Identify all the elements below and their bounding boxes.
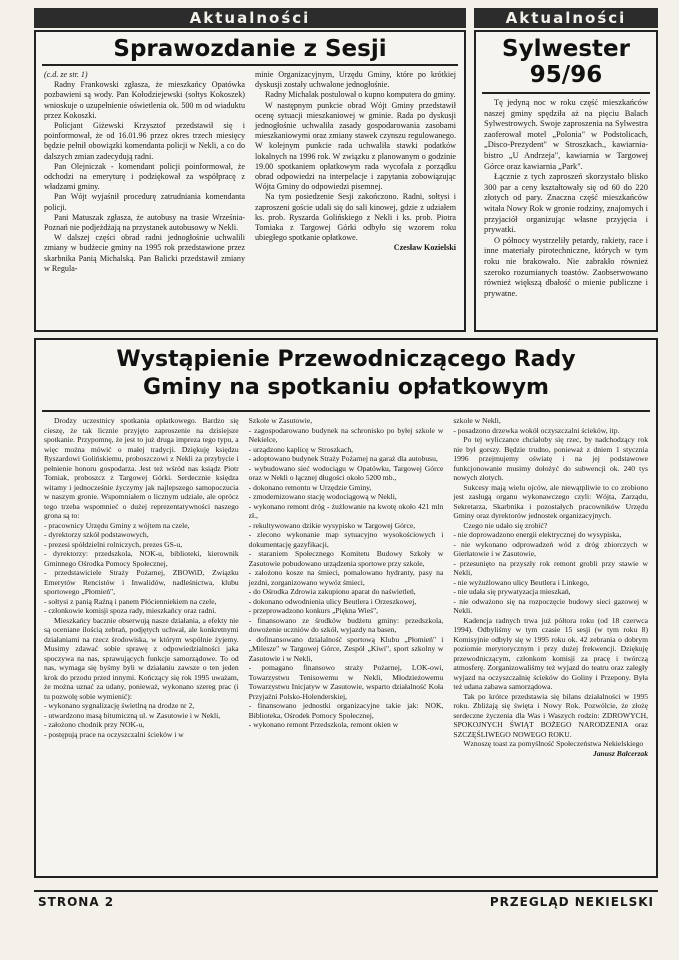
list-item: - finansowano jednostki organizacyjne takie jak: NOK, Biblioteka, Ośrodek Pomocy Społecznej, <box>248 701 444 720</box>
list-item: - nie wykonano odprowadzeń wód z dróg zbiorczych w Gierłatowie i w Zasutowie, <box>453 539 649 558</box>
article-sesja-title: Sprawozdanie z Sesji <box>42 32 458 66</box>
list-item: - rekultywowano dzikie wysypisko w Targowej Górce, <box>248 520 416 530</box>
paragraph: O północy wystrzeliły petardy, rakiety, race i inne materiały pirotechniczne, których w tym roku nie brakowało. Nie zabrakło również szeroko rozumianych toastów. Zaobserwowano również większą dbałość o mienie publiczne i prywatne. <box>484 235 648 298</box>
paragraph: (c.d. ze str. 1) <box>44 70 88 79</box>
section-banner-left: Aktualności <box>34 8 466 28</box>
article-rada <box>34 338 658 878</box>
paragraph: Drodzy uczestnicy spotkania opłatkowego. Bardzo się cieszę, że tak licznie przyjęto zaproszenie na dzisiejsze spotkanie. Przypomnę, że jest to już druga impreza tego typu, a więc można mówić o małej tradycji. Dziękuję księdzu Ryszardowi Golińskiemu, proboszczowi z Nekli za przybycie i pełnienie honoru gospodarza. Jest też wśród nas ksiądz Piotr Tomiak, proboszcz z Targowej Górki. Serdecznie księdza witamy i jednocześnie życzymy jak najlepszego samopoczucia w naszym gronie. Wspomniałem o licznym udziale, ale oprócz tego trzeba wspomnieć o dużej reprezentatywności naszego grona są to: <box>44 416 239 520</box>
article-rada-title-line2: Gminy na spotkaniu opłatkowym <box>143 375 549 400</box>
list-item: - wykonano sygnalizację świetlną na drodze nr 2, <box>44 701 195 710</box>
list-item: - dyrektorzy: przedszkola, NOK-u, biblioteki, kierownik Gminnego Ośrodka Pomocy Społecznej, <box>44 549 239 568</box>
paragraph: Radny Frankowski zgłasza, że mieszkańcy Opatówka pozbawieni są wody. Pan Kołodziejewski (sołtys Kokoszek) wnioskuje o uzupełnienie oświetlenia ok. 500 m od wiaduktu przez Kokoszki. <box>44 80 245 120</box>
list-item: - posadzono drzewka wokół oczyszczalni ścieków, itp. <box>453 425 620 435</box>
article-sylwester-title <box>482 32 650 94</box>
paragraph: Wznoszę toast za pomyślność Społeczeństwa Nekielskiego <box>463 739 644 748</box>
list-item: - nie doprowadzono energii elektrycznej do wysypiska, <box>453 530 622 539</box>
list-item: - pracownicy Urzędu Gminy z wójtem na czele, <box>44 520 190 530</box>
paragraph: Po tej wyliczance chciałoby się rzec, by nadchodzący rok nie był gorszy. Będzie trudno, ponieważ z dniem 1 stycznia 1996 przejmujemy oświatę i na jej podstawowe funkcjonowanie musimy dołożyć do subwencji ok. 240 tys nowych złotych. <box>453 435 649 482</box>
list-item: - nie odważono się na rozpoczęcie budowy sieci gazowej w Nekli. <box>453 596 649 615</box>
list-item: - staraniem Społecznego Komitetu Budowy Szkoły w Zasutowie pobudowano urządzenia sportowe przy szkole, <box>248 549 444 568</box>
article-rada-title-line1: Wystąpienie Przewodniczącego Rady <box>116 347 576 372</box>
newspaper-page <box>34 8 658 948</box>
list-item: - dokonano remontu w Urzędzie Gminy, <box>248 482 372 492</box>
paragraph: W następnym punkcie obrad Wójt Gminy przedstawił ocenę sytuacji mieszkaniowej w gminie. Rada po dyskusji jednogłośnie uchwaliła zasady gospodarowania zasobami mieszkaniowymi oraz zmiany stawek czynszu regulowanego. W kolejnym punkcie rada uchwaliła stawki podatków lokalnych na 1996 rok. W związku z planowanym o godzinie 19.00 spotkaniem opłatkowym rada wycofała z porządku obrad odpowiedzi na interpelacje i zapytania zobowiązując Wójta Gminy do odpowiedzi pisemnej. <box>255 100 456 192</box>
article-rada-col1 <box>44 416 239 758</box>
paragraph: Kadencja radnych trwa już półtora roku (od 18 czerwca 1994). Odbyliśmy w tym czasie 15 sesji (w tym roku 8) Komisyjnie odbyły się w 1995 roku ok. 42 zebrania o dobrym poziomie merytorycznym i przy dużej frekwencji. Dziękuję przewodniczącym, członkom komisji za pracę i twórczą atmosferę. Zorganizowaliśmy też wyjazd do teatru oraz zaległy wyjazd na oczyszczalnię ścieków do Goliny i Przepony. Była też udana zabawa samorządowa. <box>453 615 649 691</box>
paragraph: Czego nie udało się zrobić? <box>463 520 548 530</box>
list-item: - urządzono kaplicę w Stroszkach, <box>248 444 354 454</box>
list-item: - wybudowano sieć wodociągu w Opatówku, Targowej Górce oraz w Nekli o łącznej długości około 5200 mb., <box>248 463 444 482</box>
list-item: - nie wyżużlowano ulicy Beutlera i Linkego, <box>453 577 589 587</box>
article-sylwester <box>474 30 658 332</box>
article-sylwester-title-line2: 95/96 <box>529 62 603 88</box>
paragraph: W dalszej części obrad radni jednogłośnie uchwalili zmiany w budżecie gminy na 1995 rok przedstawione przez skarbnika Panią Michalską. Pan Balicki przedstawił zmiany w Regula- <box>44 233 245 273</box>
list-item: - przesunięto na przyszły rok remont grobli przy stawie w Nekli, <box>453 558 649 577</box>
list-item: - zlecono wykonanie map sytuacyjno wysokościowych i dokumentację gazyfikacji, <box>248 530 444 549</box>
page-number: STRONA 2 <box>38 895 115 909</box>
section-banner-right: Aktualności <box>474 8 658 28</box>
publication-name: PRZEGLĄD NEKIELSKI <box>489 895 654 909</box>
article-sylwester-title-line1: Sylwester <box>502 36 630 62</box>
list-item: szkole w Nekli, <box>453 416 501 425</box>
list-item: - postępują prace na oczyszczalni ścieków i w <box>44 729 184 739</box>
list-item: - sołtysi z panią Raźną i panem Płócienniekiem na czele, <box>44 596 217 606</box>
list-item: - dokonano odwodnienia ulicy Beutlera i Orzeszkowej, <box>248 596 417 606</box>
article-sesja <box>34 30 466 332</box>
list-item: - zmodernizowano stację wodociągową w Nekli, <box>248 492 397 501</box>
paragraph: Łącznie z tych zaproszeń skorzystało blisko 300 par a ceny kształtowały się od 60 do 220 złotych od pary. Znaczna część mieszkańców witała Nowy Rok w gronie rodziny, znajomych i przyjaciół organizując własne przyjęcia i prywatki. <box>484 172 648 235</box>
article-sesja-col2 <box>255 70 456 274</box>
paragraph: minie Organizacyjnym, Urzędu Gminy, które po krótkiej dyskusji zostały uchwalone jednogłośnie. <box>255 70 456 90</box>
paragraph: Mieszkańcy bacznie obserwują nasze działania, a efekty nie są oceniane ilością zebrań, podjętych uchwał, ale konkretnymi działaniami na rzecz środowiska, w którym wspólnie żyjemy. Musimy zdawać sobie sprawę z odpowiedzialności jaka spoczywa na nas, sprawujących funkcje samorządowe. To od nas, wymaga się byśmy byli w działaniu zawsze o ten jeden krok do przodu przed innymi. Kończący się rok 1995 uważam, że można uznać za udany, ponieważ, wykonano szereg prac (i tu pozwolę sobie wymienić): <box>44 615 239 701</box>
list-item: - adoptowano budynek Straży Pożarnej na garaż dla autobusu, <box>248 454 438 463</box>
paragraph: Policjant Giżewski Krzysztof przedstawił się i poinformował, że od 16.01.96 przez okres trzech miesięcy będzie pełnił obowiązki komendanta policji w Nekli, a co do dalszych zmian zadecydują radni. <box>44 121 245 161</box>
list-item: - wykonano remont Przedszkola, remont okien w <box>248 720 399 729</box>
article-rada-col2 <box>249 416 444 758</box>
article-sylwester-body <box>484 98 648 299</box>
paragraph: Pan Wójt wyjaśnił procedurę zatrudniania komendanta policji. <box>44 192 245 212</box>
article-rada-title <box>42 340 650 412</box>
page-footer <box>34 890 658 912</box>
list-item: - dofinansowano działalność sportową Klubu „Płomień" i „Milesze" w Targowej Górce, Zespół „Kiwi", sport szkolny w Zasutowie i w Nekli, <box>248 634 444 663</box>
list-item: - wykonano remont dróg - żużlowanie na kwotę około 421 mln zł., <box>248 501 444 520</box>
list-item: - przeprowadzono konkurs „Piękna Wieś", <box>248 606 379 615</box>
author-signature: Czesław Kozielski <box>393 243 456 253</box>
author-signature: Janusz Balcerzak <box>592 748 649 758</box>
paragraph: Pan Olejniczak - komendant policji poinformował, że odchodzi na emeryturę i podziękował za współpracę z władzami gminy. <box>44 161 245 192</box>
paragraph: Pani Matuszak zgłasza, że autobusy na trasie Września-Poznań nie podjeżdżają na przystanek autobusowy w Nekli. <box>44 212 245 233</box>
list-item: - pomagano finansowo straży Pożarnej, LOK-owi, Towarzystwu Tenisowemu w Nekli, Młodzieżowemu Towarzystwu Inicjatyw w Zasutowie, wsparto działalność Koła Przyjaźni Polsko-Holenderskiej, <box>248 663 444 701</box>
list-item: - założono kosze na śmieci, pomalowano hydranty, pasy na jezdni, zorganizowano wywóz śmieci, <box>248 568 444 587</box>
list-item: - członkowie komisji spoza rady, mieszkańcy oraz radni. <box>44 606 217 615</box>
list-item: - nie udała się prywatyzacja mieszkań, <box>453 587 571 596</box>
list-item: - finansowano ze środków budżetu gminy: przedszkola, dowożenie uczniów do szkół, wyjazdy na basen, <box>248 615 444 634</box>
list-item: - przedstawiciele Straży Pożarnej, ZBOWiD, Związku Emerytów Rencistów i Inwalidów, nadleśnictwa, klubu sportowego „Płomień", <box>44 568 239 596</box>
list-item: - prezesi spółdzielni rolniczych, prezes GS-u, <box>44 539 183 549</box>
list-item: - utwardzono masą bitumiczną ul. w Zasutowie i w Nekli, <box>44 710 221 720</box>
paragraph: Na tym posiedzenie Sesji zakończono. Radni, sołtysi i zaproszeni goście udali się do sali kinowej, gdzie z udziałem ks. prob. Ryszarda Golińskiego z Nekli i ks. prob. Piotra Tomiaka z Targowej Górki odbyło się wzorem roku ubiegłego spotkanie opłatkowe. <box>255 192 456 243</box>
article-rada-col3 <box>453 416 648 758</box>
article-sesja-col1 <box>44 70 245 274</box>
list-item: - założono chodnik przy NOK-u, <box>44 720 145 729</box>
paragraph: Radny Michalak postulował o kupno komputera do gminy. <box>265 90 456 100</box>
list-item: Szkole w Zasutowie, <box>248 416 313 425</box>
paragraph: Tę jedyną noc w roku część mieszkańców naszej gminy spędziła aż na pięciu Balach Sylwestrowych. Swoje zaproszenia na Sylwestra zaoferował motel „Polonia" w Podstolicach, „Disco-Prezydent" w Stroszkach., kawiarnia-bistro „U Andrzeja", kawiarnia w Targowej Górce oraz kawiarnia „Park". <box>484 98 648 171</box>
paragraph: Sukcesy mają wielu ojców, ale niewątpliwie to co zrobiono jest zasługą organu wykonawczego czyli: Wójta, Zarządu, Sekretarza, Skarbnika i pozostałych pracowników Urzędu Gminy oraz dyrektorów jednostek organizacyjnych. <box>453 482 649 520</box>
list-item: - dyrektorzy szkół podstawowych, <box>44 530 149 539</box>
paragraph: Tak po krótce przedstawia się bilans działalności w 1995 roku. Zbliżają się święta i Nowy Rok. Pozwólcie, że złożę serdeczne życzenia dla Was i Waszych rodzin: ZDROWYCH, SPOKOJNYCH ŚWIĄT BOŻEGO NARODZENIA oraz SZCZĘŚLIWEGO NOWEGO ROKU. <box>453 691 649 739</box>
list-item: - do Ośrodka Zdrowia zakupiono aparat do naświetleń, <box>248 587 416 596</box>
list-item: - zagospodarowano budynek na schronisko po byłej szkole w Nekielce, <box>248 425 444 444</box>
